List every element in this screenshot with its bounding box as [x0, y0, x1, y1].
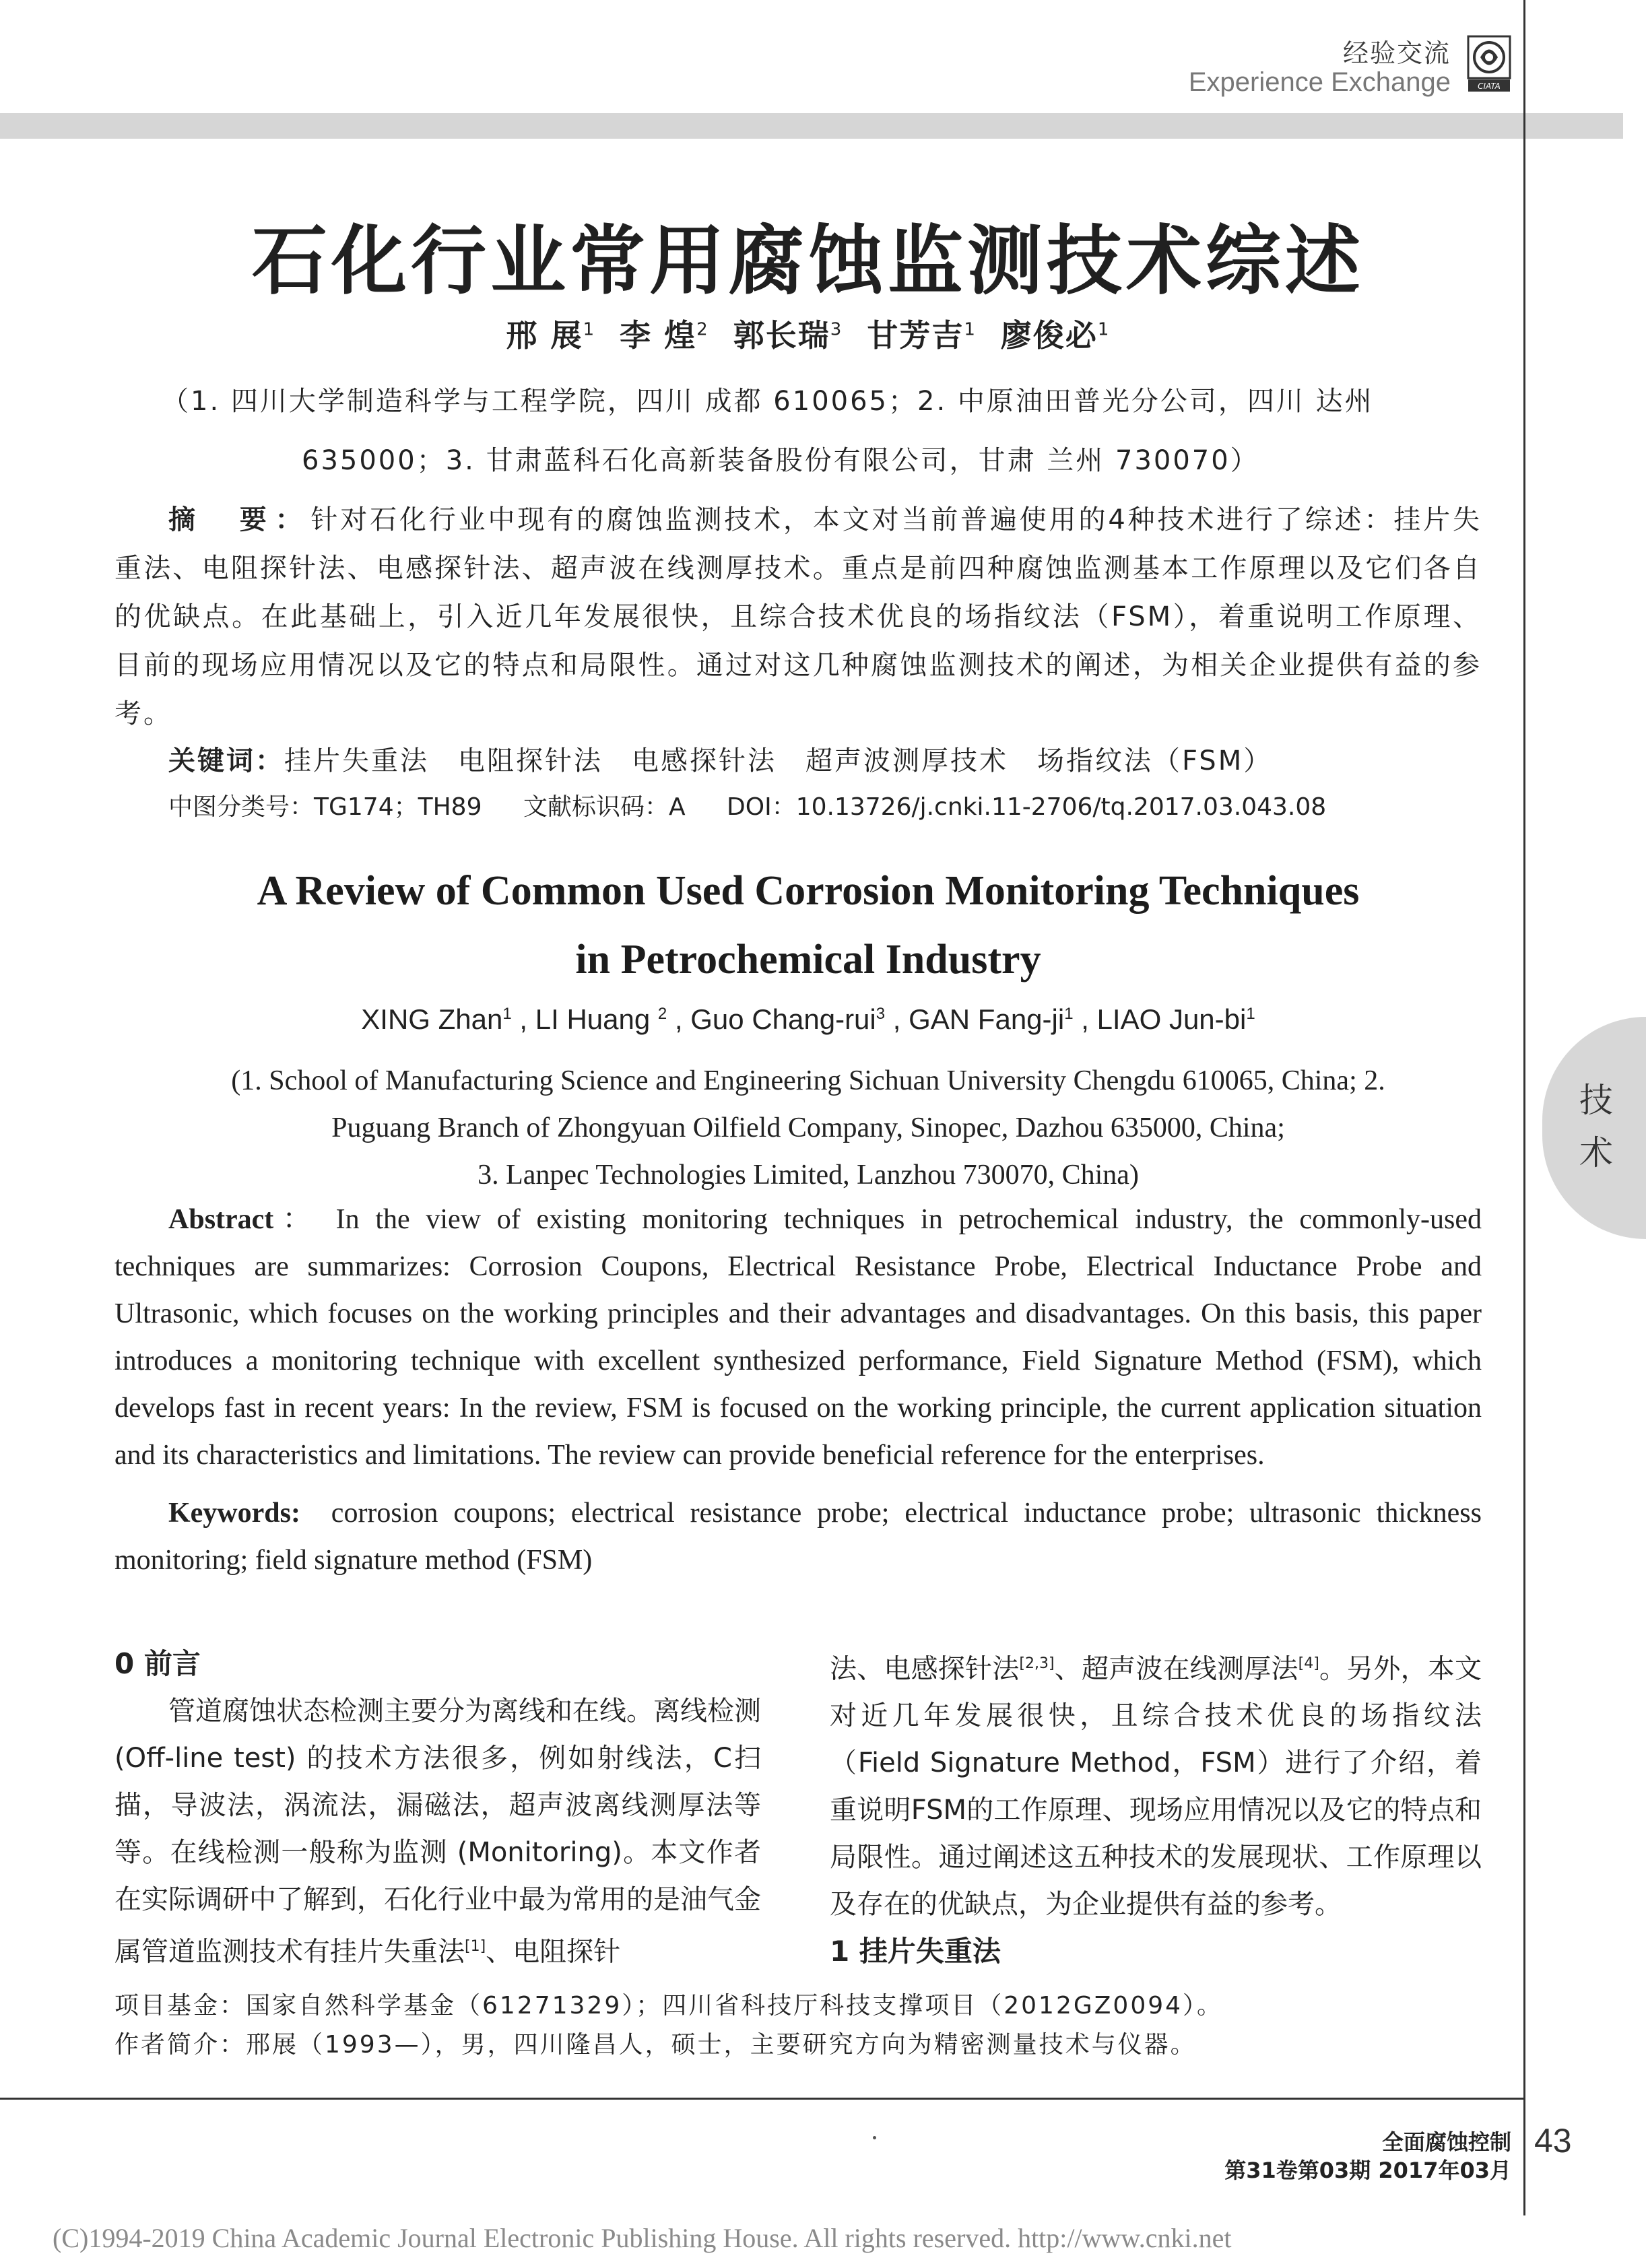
classification-line [168, 788, 1482, 822]
ciata-logo-icon [1467, 35, 1511, 93]
author-zh: 李 煌 [620, 317, 697, 354]
scan-dot [873, 2136, 876, 2139]
keywords-en-label: Keywords: [168, 1498, 300, 1529]
authors-zh: 邢 展$^1$ 李 煌$^2$ 郭长瑞$^3$ 甘芳吉$^1$ 廖俊必$^1$ [506, 317, 1111, 354]
footnote-fund: 项目基金：国家自然科学基金（61271329）；四川省科技厅科技支撑项目（2012GZ0094）。 [114, 1992, 1224, 2020]
copyright-notice: (C)1994-2019 China Academic Journal Electronic Publishing House. All rights reserved. http://www.cnki.net [53, 2223, 1232, 2253]
title-zh: 石化行业常用腐蚀监测技术综述 [252, 218, 1364, 305]
author-zh: 廖俊必 [1000, 317, 1098, 354]
journal-name: 全面腐蚀控制 [1381, 2129, 1511, 2155]
affiliation-en-line3: 3. Lanpec Technologies Limited, Lanzhou 730070, China) [478, 1160, 1139, 1191]
abstract-en-label: Abstract [168, 1204, 274, 1235]
section-heading: 0 前言 [114, 1647, 201, 1680]
body-paragraph: 法、电感探针法[2,3]、超声波在线测厚法[4]。另外，本文对近几年发展很快，且综合技术优良的场指纹法（Field Signature Method，FSM）进行了介绍，着重说明FSM的工作原理、现场应用情况以及它的特点和局限性。通过阐述这五种技术的发展现状、工作原理以及存在的优缺点，为企业提供有益的参考。 [830, 1653, 1482, 1921]
keywords-zh [168, 737, 1482, 785]
abstract-en: Abstract： In the view of existing monitoring techniques in petrochemical industry, the commonly-used techniques are summarizes: Corrosion Coupons, Electrical Resistance Probe, Electrical Inductance Probe and Ultrasonic, which focuses on the working principles and their advantages and disadvantages. On this basis, this paper introduces a monitoring technique with excellent synthesized performance, Field Signature Method (FSM), which develops fast in recent years: In the review, FSM is focused on the working principle, the current application situation and its characteristics and limitations. The review can provide beneficial reference for the enterprises. [114, 1204, 1482, 1471]
body-paragraph: 管道腐蚀状态检测主要分为离线和在线。离线检测 (Off-line test) 的技术方法很多，例如射线法，C扫描，导波法，涡流法，漏磁法，超声波离线测厚法等等。在线检测一般称为监测 (Monitoring)。本文作者在实际调研中了解到，石化行业中最为常用的是油气金属管道监测技术有挂片失重法[1]、电阻探针 [114, 1696, 761, 1968]
author-zh: 甘芳吉 [867, 317, 964, 354]
footnotes [114, 1987, 1502, 2065]
abstract-zh [114, 496, 1482, 738]
authors-en: XING Zhan$^1$ , LI Huang $^2$ , Guo Chang-rui$^3$ , GAN Fang-$ji^1$ , LIAO Jun-$bi^1$ [361, 1003, 1255, 1035]
affiliation-zh-line2: 635000；3. 甘肃蓝科石化高新装备股份有限公司，甘肃 兰州 730070） [302, 445, 1259, 476]
clc-number: 中图分类号：TG174；TH89 [168, 793, 482, 821]
margin-rule [1523, 0, 1525, 2215]
side-tab-label: 技术 [1579, 1081, 1613, 1172]
affiliation-en [108, 1057, 1509, 1199]
affiliation-en-line1: (1. School of Manufacturing Science and Engineering Sichuan University Chengdu 610065, China; 2. [231, 1065, 1385, 1096]
keywords-zh-text: 挂片失重法 电阻探针法 电感探针法 超声波测厚技术 场指纹法（FSM） [284, 745, 1273, 776]
affiliation-zh-line1: （1. 四川大学制造科学与工程学院，四川 成都 610065；2. 中原油田普光分公司，四川 达州 [162, 386, 1374, 417]
document-code: 文献标识码：A [523, 793, 686, 821]
header-band [0, 113, 1623, 139]
section-label-en: Experience Exchange [1188, 67, 1451, 97]
svg-text:CIATA: CIATA [1478, 81, 1501, 91]
keywords-zh-label: 关键词： [168, 745, 284, 776]
section-label-zh: 经验交流 [1342, 38, 1451, 68]
title-en-line2: in Petrochemical Industry [575, 937, 1041, 982]
journal-issue: 第31卷第03期 2017年03月 [1224, 2158, 1511, 2183]
citation: [4] [1298, 1655, 1319, 1672]
footnote-author: 作者简介：邢展（1993—），男，四川隆昌人，硕士，主要研究方向为精密测量技术与仪器。 [114, 2031, 1197, 2059]
doi: DOI：10.13726/j.cnki.11-2706/tq.2017.03.043.08 [727, 793, 1327, 821]
abstract-zh-label: 摘 要： [168, 504, 311, 535]
keywords-en [114, 1490, 1482, 1584]
title-en-line1: A Review of Common Used Corrosion Monitoring Techniques [257, 868, 1360, 914]
section-heading: 1 挂片失重法 [830, 1935, 1001, 1968]
body-column-left [114, 1640, 761, 1975]
affiliation-en-line2: Puguang Branch of Zhongyuan Oilfield Company, Sinopec, Dazhou 635000, China; [331, 1112, 1285, 1143]
abstract-zh-text: 针对石化行业中现有的腐蚀监测技术，本文对当前普遍使用的4种技术进行了综述：挂片失重法、电阻探针法、电感探针法、超声波在线测厚技术。重点是前四种腐蚀监测基本工作原理以及它们各自的优缺点。在此基础上，引入近几年发展很快，且综合技术优良的场指纹法（FSM），着重说明工作原理、目前的现场应用情况以及它的特点和局限性。通过对这几种腐蚀监测技术的阐述，为相关企业提供有益的参考。 [114, 504, 1482, 729]
author-zh: 郭长瑞 [733, 317, 830, 354]
page-number: 43 [1534, 2122, 1572, 2160]
author-zh: 邢 展 [506, 317, 583, 354]
citation: [2,3] [1019, 1655, 1055, 1672]
keywords-en-text: corrosion coupons; electrical resistance probe; electrical inductance probe; ultrasonic thickness monitoring; field signature method (FSM) [114, 1498, 1482, 1576]
body-column-right [830, 1640, 1482, 1975]
citation: [1] [465, 1938, 486, 1955]
abstract-en-text: In the view of existing monitoring techniques in petrochemical industry, the commonly-used techniques are summarizes: Corrosion Coupons, Electrical Resistance Probe, Electrical Inductance Probe and Ultrasonic, which focuses on the working principles and their advantages and disadvantages. On this basis, this paper introduces a monitoring technique with excellent synthesized performance, Field Signature Method (FSM), which develops fast in recent years: In the review, FSM is focused on the working principle, the current application situation and its characteristics and limitations. The review can provide beneficial reference for the enterprises. [114, 1204, 1482, 1471]
footer-rule [0, 2098, 1523, 2100]
